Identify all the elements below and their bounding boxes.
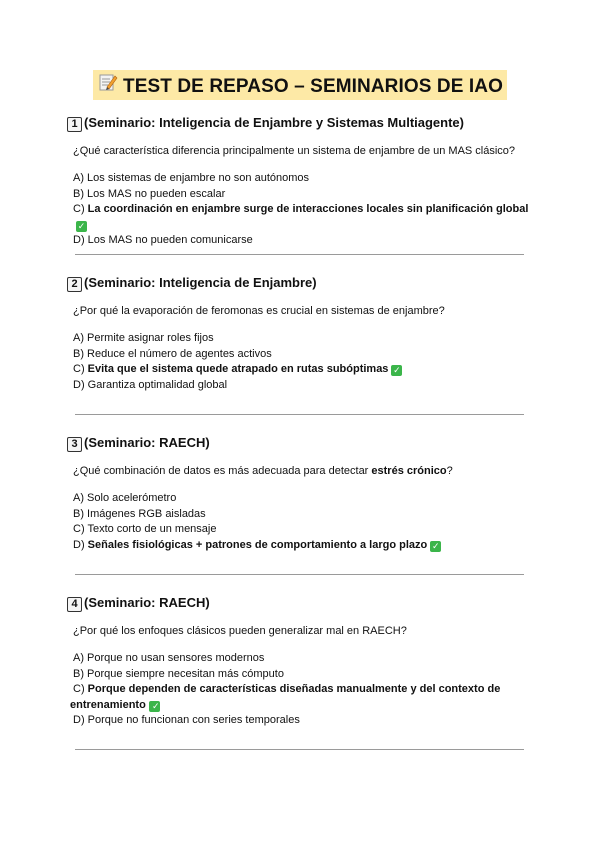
question-heading bbox=[67, 435, 210, 452]
question-heading-text: (Seminario: Inteligencia de Enjambre y Sistemas Multiagente) bbox=[84, 115, 464, 130]
option-a: A) Permite asignar roles fijos bbox=[73, 332, 214, 344]
question-text bbox=[73, 465, 453, 477]
question-text: ¿Por qué la evaporación de feromonas es crucial en sistemas de enjambre? bbox=[73, 305, 445, 317]
question-heading bbox=[67, 115, 464, 132]
option-b: B) Porque siempre necesitan más cómputo bbox=[73, 667, 284, 680]
check-mark-icon: ✓ bbox=[431, 540, 440, 551]
option-c-correct bbox=[73, 202, 533, 233]
divider bbox=[75, 254, 524, 255]
option-prefix: C) bbox=[73, 363, 88, 375]
memo-icon bbox=[97, 72, 119, 98]
option-text: La coordinación en enjambre surge de interacciones locales sin planificación global bbox=[87, 203, 529, 215]
option-b: B) Los MAS no pueden escalar bbox=[73, 187, 226, 200]
page-title bbox=[93, 70, 507, 100]
keycap-number-icon: 2 bbox=[67, 277, 82, 292]
question-heading-text: (Seminario: Inteligencia de Enjambre) bbox=[84, 275, 317, 290]
question-text: ¿Por qué los enfoques clásicos pueden generalizar mal en RAECH? bbox=[73, 625, 407, 637]
option-d: D) Los MAS no pueden comunicarse bbox=[73, 234, 253, 246]
question-heading bbox=[67, 595, 210, 612]
question-heading-text: (Seminario: RAECH) bbox=[84, 595, 210, 610]
question-text-part: ? bbox=[446, 465, 453, 477]
question-text: ¿Qué característica diferencia principalmente un sistema de enjambre de un MAS clásico? bbox=[73, 145, 516, 157]
option-b: B) Imágenes RGB aisladas bbox=[73, 507, 206, 520]
title-wrap bbox=[0, 70, 600, 100]
option-prefix: D) bbox=[73, 538, 88, 551]
option-a: A) Los sistemas de enjambre no son autónomos bbox=[73, 172, 310, 184]
check-mark-icon: ✓ bbox=[77, 220, 86, 231]
option-c-correct bbox=[70, 682, 533, 713]
option-a: A) Porque no usan sensores modernos bbox=[73, 652, 265, 664]
options-list bbox=[73, 491, 533, 553]
question-text-part: ¿Qué combinación de datos es más adecuada para detectar bbox=[73, 465, 372, 477]
option-text: Porque dependen de características diseñadas manualmente y del contexto de entrenamiento bbox=[70, 683, 501, 711]
check-mark-icon: ✓ bbox=[393, 365, 401, 375]
options-list bbox=[70, 651, 533, 729]
check-mark-icon: ✓ bbox=[149, 701, 160, 712]
option-c-correct bbox=[73, 362, 533, 378]
option-prefix: C) bbox=[73, 203, 88, 215]
question-heading bbox=[67, 275, 317, 292]
divider bbox=[75, 414, 524, 415]
options-list bbox=[73, 171, 533, 249]
option-prefix: C) bbox=[73, 683, 88, 695]
keycap-number-icon: 3 bbox=[67, 437, 82, 452]
divider bbox=[75, 749, 524, 750]
option-d: D) Garantiza optimalidad global bbox=[73, 378, 228, 391]
option-c: C) Texto corto de un mensaje bbox=[73, 523, 217, 535]
option-d-correct bbox=[73, 538, 533, 554]
option-a: A) Solo acelerómetro bbox=[73, 492, 177, 504]
question-heading-text: (Seminario: RAECH) bbox=[84, 435, 210, 450]
divider bbox=[75, 574, 524, 575]
option-b: B) Reduce el número de agentes activos bbox=[73, 347, 272, 360]
page-title-text: TEST DE REPASO – SEMINARIOS DE IAO bbox=[123, 76, 503, 97]
keycap-number-icon: 1 bbox=[67, 117, 82, 132]
option-text: Evita que el sistema quede atrapado en rutas subóptimas bbox=[87, 363, 389, 375]
option-d: D) Porque no funcionan con series temporales bbox=[73, 714, 300, 726]
options-list bbox=[73, 331, 533, 393]
option-text: Señales fisiológicas + patrones de comportamiento a largo plazo bbox=[87, 538, 428, 551]
keycap-number-icon: 4 bbox=[67, 597, 82, 612]
question-text-emphasis: estrés crónico bbox=[371, 465, 447, 477]
